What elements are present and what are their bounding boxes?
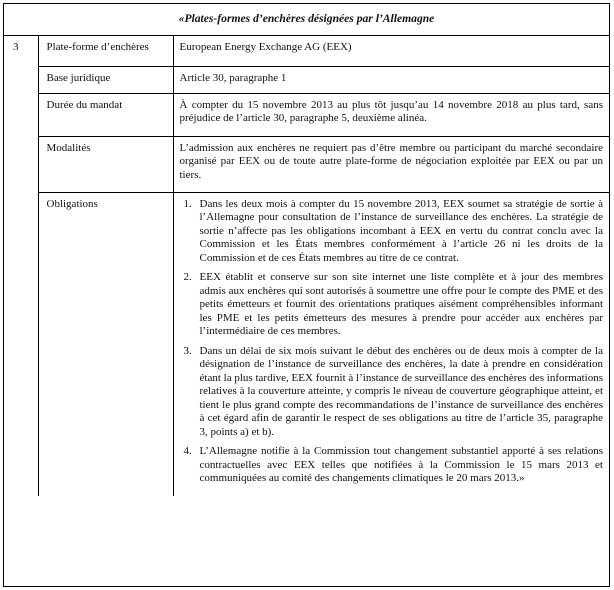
table-row	[4, 192, 609, 496]
document-table	[3, 3, 610, 587]
table-row	[4, 66, 609, 93]
list-item	[184, 345, 604, 440]
obligations-list	[184, 198, 604, 486]
item-text: L’Allemagne notifie à la Commission tout changement substantiel apporté à ses relations contractuelles avec EEX telles que notifiées à la Commission le 15 mars 2013 et communiquées au comité des changements climatiques le 20 mars 2013.»	[199, 445, 603, 484]
item-text: EEX établit et conserve sur son site internet une liste complète et à jour des membres admis aux enchères qui sont autorisés à soumettre une offre pour le compte des PME et des petits émetteurs et fournit des orientations pratiques aisément compréhensibles informant les PME et les petits émetteurs des mesures à prendre pour accéder aux enchères par l’intermédiaire de ces membres.	[199, 271, 603, 337]
table-row	[4, 93, 609, 136]
row-number-cell	[4, 136, 38, 192]
item-number: 2.	[183, 271, 192, 283]
row-value: À compter du 15 novembre 2013 au plus tôt jusqu’au 14 novembre 2018 au plus tard, sans préjudice de l’article 30, paragraphe 5, deuxième alinéa.	[173, 93, 609, 136]
obligations-list-cell	[173, 192, 609, 496]
list-item	[184, 271, 604, 339]
list-item	[184, 198, 604, 266]
row-value: European Energy Exchange AG (EEX)	[173, 36, 609, 66]
table-row	[4, 136, 609, 192]
row-number-cell	[4, 93, 38, 136]
row-label: Obligations	[38, 192, 173, 496]
row-label: Plate-forme d’enchères	[38, 36, 173, 66]
item-number: 4.	[183, 445, 192, 457]
table-row	[4, 36, 609, 66]
row-number: 3	[4, 36, 38, 66]
item-text: Dans les deux mois à compter du 15 novembre 2013, EEX soumet sa stratégie de sortie à l’Allemagne pour consultation de l’instance de surveillance des enchères. La stratégie de sortie n’affecte pas les obligations incombant à EEX en vertu du contrat conclu avec la Commission et les États membres conformément à l’article 26 ni les droits de la Commission et de ces États membres au titre de ce contrat.	[199, 197, 603, 264]
row-number-cell	[4, 192, 38, 496]
row-label: Modalités	[38, 136, 173, 192]
platform-grid	[4, 36, 609, 496]
item-number: 3.	[183, 344, 192, 357]
row-number-cell	[4, 66, 38, 93]
row-label: Durée du mandat	[38, 93, 173, 136]
row-label: Base juridique	[38, 66, 173, 93]
row-value: Article 30, paragraphe 1	[173, 66, 609, 93]
list-item	[184, 445, 604, 486]
row-value: L’admission aux enchères ne requiert pas d’être membre ou participant du marché secondaire organisé par EEX ou de toute autre plate-forme de négociation exploitée par EEX ou par un tiers.	[173, 136, 609, 192]
item-number: 1.	[183, 197, 192, 210]
table-title: «Plates-formes d’enchères désignées par l’Allemagne	[4, 4, 609, 36]
item-text: Dans un délai de six mois suivant le début des enchères ou de deux mois à compter de la désignation de l’instance de surveillance des enchères, la date à prendre en considération étant la plus tardive, EEX fournit à l’instance de surveillance des enchères des informations relatives à la couverture atteinte, y compris le niveau de couverture géographique atteint, et tient le plus grand compte des recommandations de l’instance de surveillance des enchères à cet égard afin de garantir le respect de ses obligations au titre de l’article 35, paragraphe 3, points a) et b).	[199, 344, 603, 438]
